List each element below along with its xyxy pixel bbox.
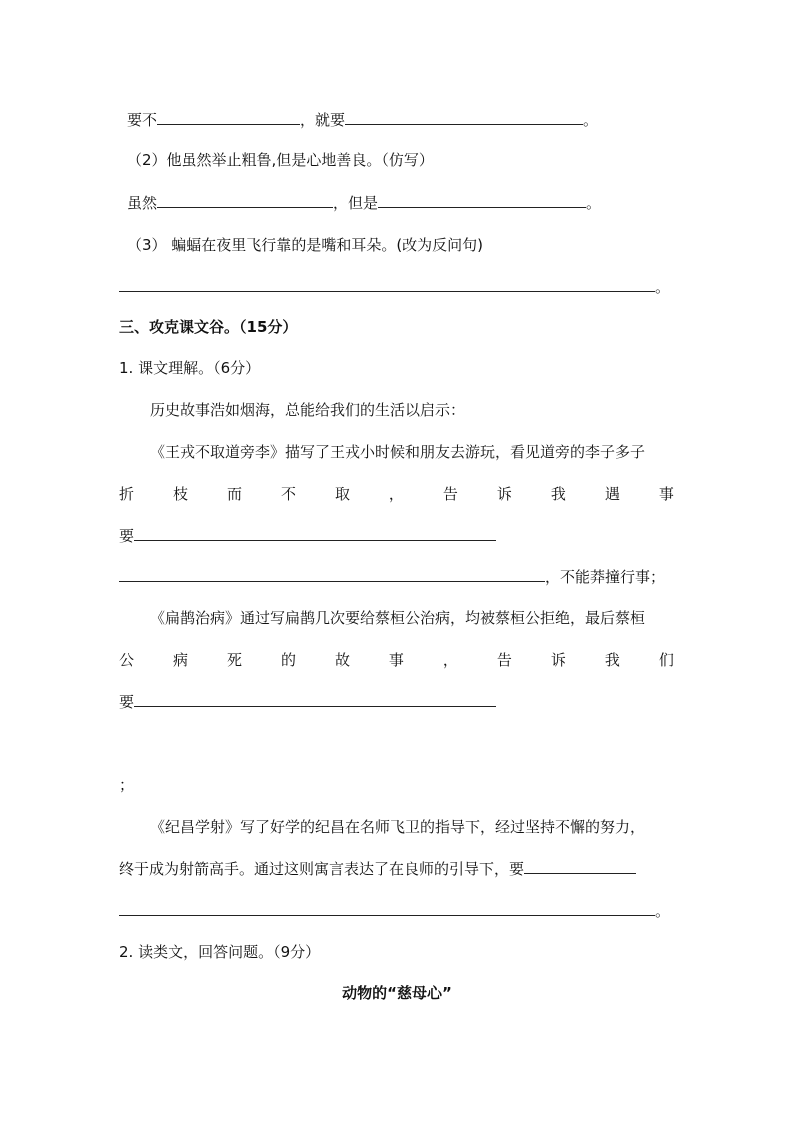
char: 死: [226, 651, 242, 669]
text-fragment: ，但是: [333, 194, 379, 212]
answer-blank[interactable]: [157, 193, 333, 208]
char: 事: [658, 485, 674, 503]
text-fragment: ，不能莽撞行事；: [545, 568, 666, 586]
char: ，: [388, 485, 404, 503]
char: ，: [442, 651, 458, 669]
fill-line-3: [127, 193, 601, 213]
paragraph-2-answer-line: [119, 692, 496, 712]
char: 折: [119, 485, 135, 503]
answer-blank[interactable]: [378, 193, 586, 208]
char: 枝: [172, 485, 188, 503]
answer-blank[interactable]: [119, 567, 545, 582]
paragraph-3-text: 《纪昌学射》写了好学的纪昌在名师飞卫的指导下，经过坚持不懈的努力，: [150, 818, 646, 836]
paragraph-3-answer-line: [119, 859, 636, 879]
answer-blank[interactable]: [134, 692, 496, 707]
char: 故: [334, 651, 350, 669]
paragraph-1-spread-line: [119, 484, 674, 504]
char: 们: [658, 651, 674, 669]
char: 事: [388, 651, 404, 669]
paragraph-1-answer-line-2: [119, 567, 665, 587]
text-fragment: 要不: [127, 111, 158, 129]
text-fragment: ，就要: [300, 111, 346, 129]
paragraph-2-text: 《扁鹊治病》通过写扁鹊几次要给蔡桓公治病，均被蔡桓公拒绝，最后蔡桓: [150, 609, 646, 627]
intro-text: 历史故事浩如烟海，总能给我们的生活以启示：: [150, 401, 466, 419]
char: 我: [604, 651, 620, 669]
answer-blank[interactable]: [119, 901, 655, 916]
text-fragment: 终于成为射箭高手。通过这则寓言表达了在良师的引导下，要: [119, 860, 525, 878]
item-2-title: 2. 读类文，回答问题。（9分）: [119, 943, 321, 961]
char: 告: [442, 485, 458, 503]
text-fragment: 要: [119, 527, 135, 545]
char: 不: [280, 485, 296, 503]
section-3-title: 三、攻克课文谷。（15分）: [119, 318, 298, 336]
article-title: 动物的“慈母心”: [342, 984, 452, 1002]
question-3: （3） 蝙蝠在夜里飞行靠的是嘴和耳朵。(改为反问句): [127, 236, 484, 254]
char: 病: [172, 651, 188, 669]
paragraph-3-answer-line-2: [119, 901, 670, 921]
char: 遇: [604, 485, 620, 503]
paragraph-1-text: 《王戎不取道旁李》描写了王戎小时候和朋友去游玩，看见道旁的李子多子: [150, 443, 646, 461]
answer-blank[interactable]: [524, 859, 636, 874]
question-2: （2）他虽然举止粗鲁,但是心地善良。（仿写）: [127, 151, 434, 169]
char: 公: [119, 651, 135, 669]
item-1-title: 1. 课文理解。（6分）: [119, 359, 261, 377]
char: 告: [496, 651, 512, 669]
char: 的: [280, 651, 296, 669]
answer-line-q3: [119, 277, 670, 297]
char: 我: [550, 485, 566, 503]
char: 而: [226, 485, 242, 503]
text-fragment: 虽然: [127, 194, 158, 212]
text-fragment: 。: [583, 111, 599, 129]
paragraph-2-spread-line: [119, 650, 674, 670]
char: 诉: [550, 651, 566, 669]
fill-line-1: [127, 110, 598, 130]
char: 诉: [496, 485, 512, 503]
paragraph-1-answer-line: [119, 526, 496, 546]
answer-blank[interactable]: [134, 526, 496, 541]
char: 取: [334, 485, 350, 503]
answer-blank[interactable]: [119, 277, 655, 292]
text-fragment: 。: [655, 902, 671, 920]
answer-blank[interactable]: [157, 110, 300, 125]
semicolon: ；: [119, 776, 135, 794]
text-fragment: 。: [655, 278, 671, 296]
text-fragment: 。: [586, 194, 602, 212]
answer-blank[interactable]: [345, 110, 583, 125]
text-fragment: 要: [119, 693, 135, 711]
